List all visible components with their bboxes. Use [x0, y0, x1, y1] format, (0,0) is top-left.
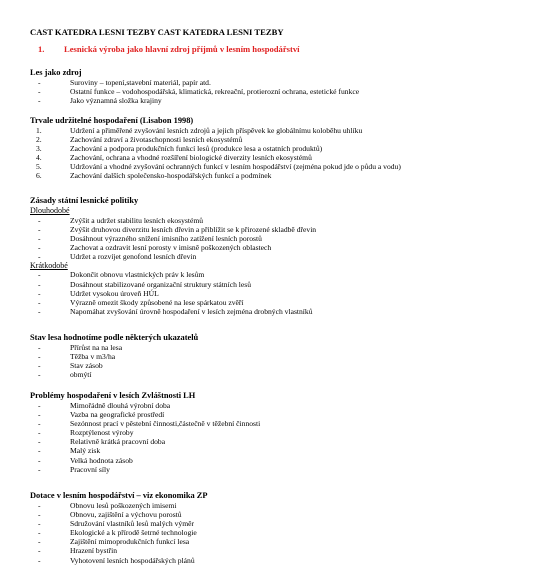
section-trvale-udrzitelne — [30, 116, 530, 181]
section-zasady — [30, 196, 530, 316]
section-title: Dotace v lesním hospodářství – viz ekonomika ZP — [30, 491, 208, 500]
subtitle-text: Lesnická výroba jako hlavní zdroj příjmů v lesním hospodářství — [64, 44, 300, 54]
list-item: - Přírůst na na lesa — [38, 343, 123, 352]
list-item: - Výrazně omezit škody způsobené na lese spárkatou zvěří — [38, 297, 244, 307]
list-item: 3. Zachování a podpora produkčních funkcí lesů (produkce lesa a ostatních produktů) — [36, 144, 323, 154]
section-title: Stav lesa hodnotíme podle některých ukazatelů — [30, 333, 199, 342]
list-item: 6. Zachování dalších společensko-hospodářských funkcí a podmínek — [36, 171, 272, 181]
list-item: 1. Udržení a přiměřené zvyšování lesních zdrojů a jejich příspěvek ke globálnímu koloběhu uhlíku — [36, 126, 363, 135]
list-item: - Pracovní síly — [38, 464, 110, 474]
list-item: 5. Udržování a vhodné zvyšování ochranných funkcí v lesním hospodářství (zejména pokud jde o půdu a vodu) — [36, 162, 401, 172]
list-item: - Ostatní funkce – vodohospodářská, klimatická, rekreační, protierozní ochrana, estetické funkce — [38, 87, 360, 97]
list-item: - Velká hodnota zásob — [38, 455, 133, 465]
subtitle-number: 1. — [38, 44, 45, 54]
list-item: 4. Zachování, ochrana a vhodné rozšíření biologické diverzity lesních ekosystémů — [36, 153, 312, 163]
section-problemy — [30, 391, 530, 474]
list-item: - Napomáhat zvyšování úrovně hospodaření v lesích zejména drobných vlastníků — [38, 306, 313, 316]
list-item: - Dokončit obnovu vlastnických práv k lesům — [38, 270, 205, 280]
list-item: - Vazba na geografické prostředí — [38, 410, 165, 420]
list-item: - Zvýšit a udržet stabilitu lesních ekosystémů — [38, 215, 204, 225]
list-item: - Vyhotovení lesních hospodářských plánů — [38, 555, 195, 565]
list-item: - Suroviny – topení,stavební materiál, papír atd. — [38, 78, 211, 87]
list-item: - Udržet a rozvíjet genofond lesních dřevin — [38, 251, 197, 261]
list-item: - Sdružování vlastníků lesů malých výměr — [38, 519, 195, 529]
subsection-title-kratkodobe: Krátkodobé — [30, 260, 68, 270]
list-item: - obmýtí — [38, 370, 92, 380]
list-item: - Sezónnost prací v pěstební činnosti,částečně v těžební činnosti — [38, 419, 261, 429]
section-title: Zásady státní lesnické politiky — [30, 196, 139, 205]
list-item: - Dosáhnout stabilizované organizační struktury státních lesů — [38, 279, 252, 289]
section-title: Les jako zdroj — [30, 68, 82, 77]
list-item: - Těžba v m3/ha — [38, 352, 116, 362]
list-item: - Jako významná složka krajiny — [38, 96, 162, 106]
list-item: - Zajištění mimoprodukčních funkcí lesa — [38, 537, 190, 547]
list-item: - Zachovat a ozdravit lesní porosty v imisně poškozených oblastech — [38, 242, 272, 252]
list-item: - Hrazení bystřin — [38, 546, 118, 556]
section-stav-lesa — [30, 333, 530, 379]
list-item: - Rozptýlenost výroby — [38, 428, 134, 438]
list-item: - Mimořádně dlouhá výrobní doba — [38, 401, 171, 410]
subsection-title-dlouhodobe: Dlouhodobé — [30, 206, 70, 215]
document-title: CAST KATEDRA LESNI TEZBY CAST KATEDRA LESNI TEZBY — [30, 27, 284, 37]
document-subtitle — [38, 44, 300, 54]
list-item: - Obnovu, zajištění a výchovu porostů — [38, 510, 182, 520]
list-item: - Stav zásob — [38, 361, 103, 371]
section-dotace — [30, 491, 530, 565]
list-item: - Zvýšit druhovou diverzitu lesních dřevin a přiblížit se k přirozené skladbě dřevin — [38, 224, 317, 234]
section-title: Problémy hospodaření v lesích Zvláštnosti LH — [30, 391, 196, 400]
list-item: 2. Zachování zdraví a životaschopnosti lesních ekosystémů — [36, 135, 243, 145]
list-item: - Ekologické a k přírodě šetrné technologie — [38, 528, 197, 538]
section-title: Trvale udržitelné hospodaření (Lisabon 1998) — [30, 116, 194, 125]
list-item: - Dosáhnout výrazného snížení imisního zatížení lesních porostů — [38, 233, 262, 243]
list-item: - Obnovu lesů poškozených imisemi — [38, 501, 177, 510]
list-item: - Udržet vysokou úroveň HÚL — [38, 288, 159, 298]
list-item: - Malý zisk — [38, 446, 101, 456]
section-les-jako-zdroj — [30, 68, 530, 105]
list-item: - Relativně krátká pracovní doba — [38, 437, 166, 447]
